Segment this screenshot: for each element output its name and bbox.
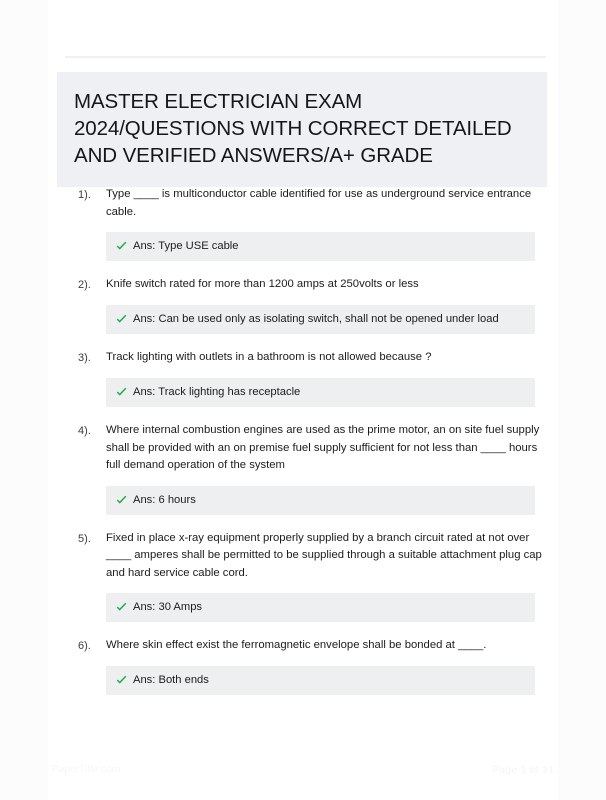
answer-box bbox=[106, 486, 535, 515]
answer-box bbox=[106, 593, 535, 622]
question-number: 3). bbox=[78, 352, 91, 364]
check-icon bbox=[115, 240, 128, 253]
qa-item bbox=[0, 530, 606, 623]
answer-box bbox=[106, 666, 535, 695]
question-number: 4). bbox=[78, 425, 91, 437]
answer-text: Ans: Can be used only as isolating switch, shall not be opened under load bbox=[133, 313, 499, 325]
answer-box bbox=[106, 305, 535, 334]
header-divider bbox=[65, 56, 546, 58]
answer-text: Ans: 6 hours bbox=[133, 493, 196, 506]
answer-text: Ans: 30 Amps bbox=[133, 601, 203, 613]
check-icon bbox=[115, 313, 128, 326]
answer-text: Ans: Type USE cable bbox=[133, 240, 239, 252]
document-title-block bbox=[57, 72, 547, 187]
question-text: Track lighting with outlets in a bathroom is not allowed because ? bbox=[106, 351, 432, 363]
question-text: Knife switch rated for more than 1200 amps at 250volts or less bbox=[106, 278, 419, 290]
question-number: 2). bbox=[78, 279, 91, 291]
qa-item bbox=[0, 637, 606, 695]
question-row bbox=[0, 637, 606, 655]
answer-text: Ans: Both ends bbox=[133, 674, 209, 686]
question-row bbox=[0, 186, 606, 221]
footer-page-number: Page 1 of 31 bbox=[492, 764, 554, 776]
qa-item bbox=[0, 186, 606, 261]
qa-item bbox=[0, 276, 606, 334]
question-text: Where internal combustion engines are used as the prime motor, an on site fuel supply shall be provided with an on premise fuel supply sufficient for not less than ____ hours full demand operation of the system bbox=[106, 424, 540, 471]
answer-text: Ans: Track lighting has receptacle bbox=[133, 386, 301, 398]
question-text: Fixed in place x-ray equipment properly supplied by a branch circuit rated at not over ____ amperes shall be permitted to be supplied through a suitable attachment plug cap and hard service cable cord. bbox=[106, 531, 542, 579]
question-row bbox=[0, 349, 606, 367]
check-icon bbox=[115, 386, 128, 399]
qa-item bbox=[0, 422, 606, 515]
check-icon bbox=[115, 494, 128, 507]
page-title: MASTER ELECTRICIAN EXAM 2024/QUESTIONS WITH CORRECT DETAILED AND VERIFIED ANSWERS/A+ GRADE bbox=[74, 90, 512, 167]
question-number: 1). bbox=[78, 189, 91, 201]
question-answer-list bbox=[0, 186, 606, 710]
qa-item bbox=[0, 349, 606, 407]
check-icon bbox=[115, 601, 128, 614]
question-row bbox=[0, 422, 606, 475]
question-text: Type ____ is multiconductor cable identified for use as underground service entrance cable. bbox=[106, 188, 532, 218]
question-text: Where skin effect exist the ferromagnetic envelope shall be bonded at ____. bbox=[106, 639, 487, 651]
question-row bbox=[0, 276, 606, 294]
question-row bbox=[0, 530, 606, 583]
check-icon bbox=[115, 674, 128, 687]
answer-box bbox=[106, 232, 535, 261]
page-footer bbox=[0, 754, 606, 800]
answer-box bbox=[106, 378, 535, 407]
footer-watermark: PaperTitle.com bbox=[52, 764, 121, 775]
question-number: 5). bbox=[78, 532, 91, 545]
question-number: 6). bbox=[78, 640, 91, 652]
